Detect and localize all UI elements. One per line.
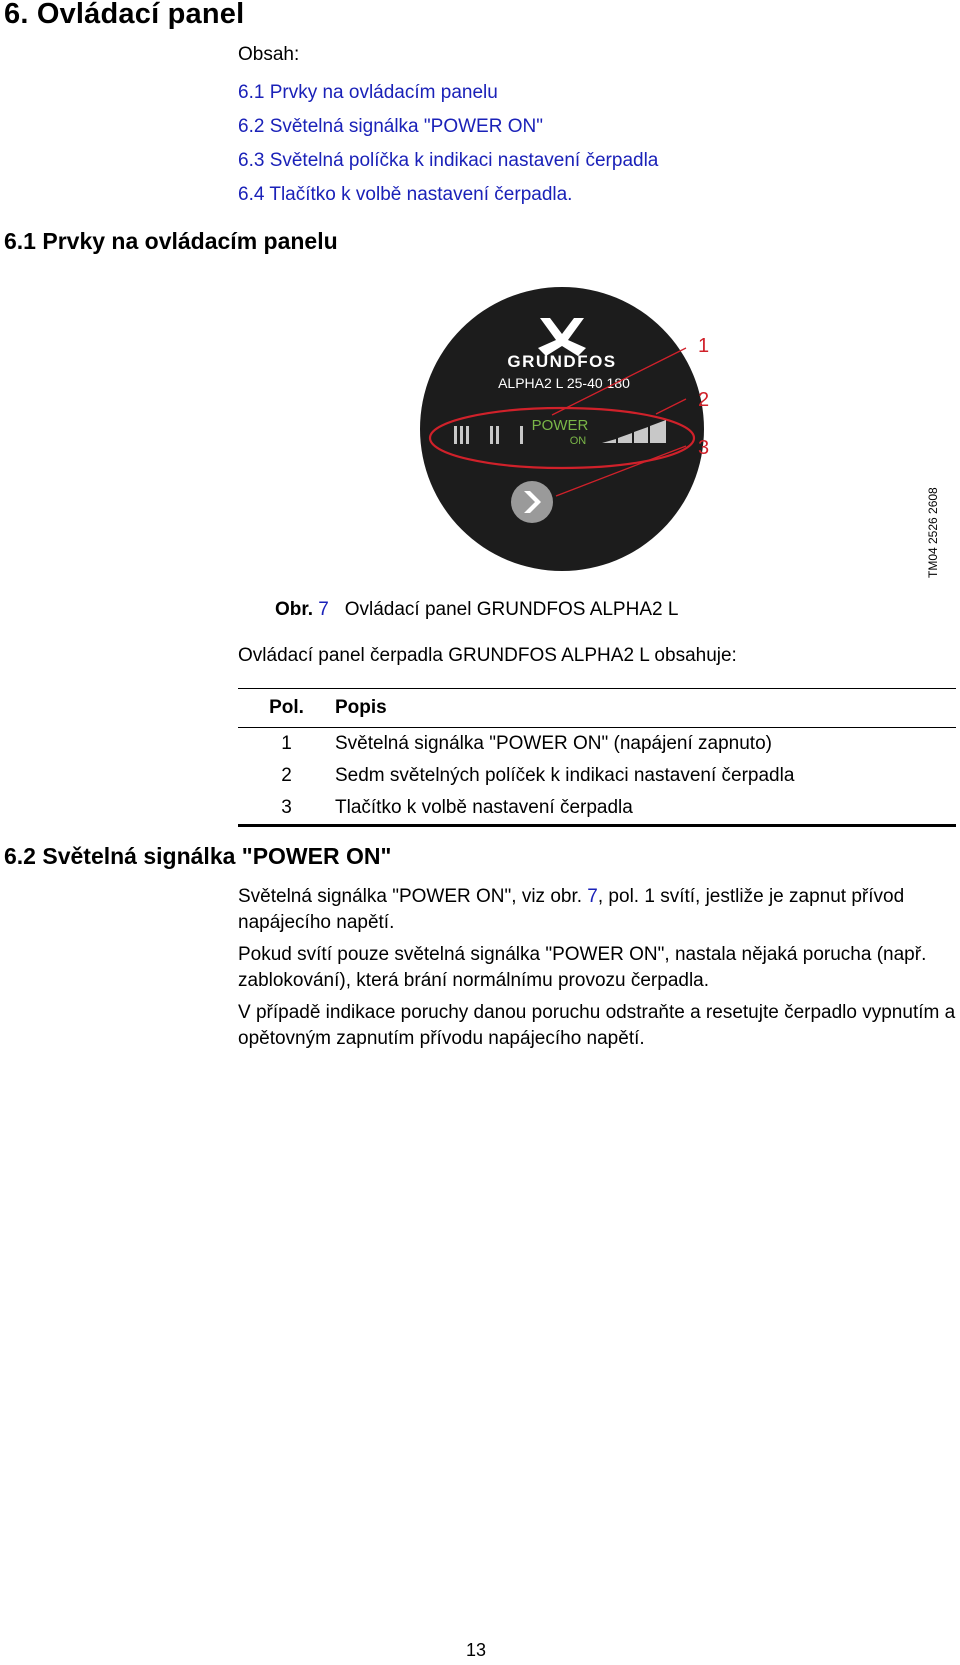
toc-label: Obsah: — [238, 44, 300, 65]
row-desc: Sedm světelných políček k indikaci nastavení čerpadla — [335, 765, 795, 786]
row-pos: 3 — [238, 792, 335, 826]
row-pos: 2 — [281, 765, 292, 786]
callout-2: 2 — [698, 389, 710, 411]
chapter-title: 6. Ovládací panel — [4, 0, 245, 30]
paragraph-3: V případě indikace poruchy danou poruchu odstraňte a resetujte čerpadlo vypnutím a opětovným zapnutím přívodu napájecího napětí. — [238, 1002, 956, 1049]
paragraph-1-text-end: , pol. 1 svítí, jestliže je zapnut přívod napájecího napětí. — [238, 886, 905, 933]
brand-label: GRUNDFOS — [507, 352, 617, 371]
paragraph-1-text: Světelná signálka "POWER ON", viz obr. — [238, 886, 588, 907]
caption-label: Obr. — [275, 599, 314, 620]
row-desc: Tlačítko k volbě nastavení čerpadla — [335, 792, 956, 826]
callout-3: 3 — [698, 437, 710, 459]
header-popis: Popis — [335, 689, 956, 728]
toc-link-6-1[interactable]: 6.1 Prvky na ovládacím panelu — [238, 82, 498, 103]
control-panel-figure — [420, 286, 760, 586]
selector-button[interactable] — [511, 481, 553, 523]
caption-number: 7 — [318, 599, 329, 620]
toc-link-6-4[interactable]: 6.4 Tlačítko k volbě nastavení čerpadla. — [238, 184, 573, 205]
paragraph-1 — [238, 884, 958, 936]
table-of-contents — [238, 76, 658, 212]
toc-link-6-2[interactable]: 6.2 Světelná signálka "POWER ON" — [238, 116, 543, 137]
items-table — [238, 688, 956, 827]
table-row — [238, 760, 956, 792]
paragraph-2: Pokud svítí pouze světelná signálka "POWER ON", nastala nějaká porucha (např. zablokování), která brání normálnímu provozu čerpadla. — [238, 944, 927, 991]
figure-code: TM04 2526 2608 — [926, 487, 940, 578]
section-title-6-2: 6.2 Světelná signálka "POWER ON" — [4, 843, 392, 869]
caption-text: Ovládací panel GRUNDFOS ALPHA2 L — [344, 599, 679, 620]
figure-caption — [275, 599, 678, 621]
page-number: 13 — [466, 1640, 487, 1660]
figure-reference-link[interactable]: 7 — [587, 886, 598, 907]
table-header-row — [238, 689, 956, 728]
row-pos: 1 — [281, 733, 292, 754]
intro-text: Ovládací panel čerpadla GRUNDFOS ALPHA2 L obsahuje: — [238, 645, 737, 666]
row-desc: Světelná signálka "POWER ON" (napájení zapnuto) — [335, 733, 772, 754]
toc-link-6-3[interactable]: 6.3 Světelná políčka k indikaci nastavení čerpadla — [238, 150, 659, 171]
power-led-label: POWER — [531, 417, 589, 434]
header-pol: Pol. — [238, 689, 335, 728]
section-title-6-1: 6.1 Prvky na ovládacím panelu — [4, 228, 338, 254]
on-led-label: ON — [569, 435, 587, 447]
model-label: ALPHA2 L 25-40 180 — [498, 375, 630, 391]
callout-1: 1 — [698, 335, 710, 357]
table-row — [238, 728, 956, 761]
table-row — [238, 792, 956, 826]
